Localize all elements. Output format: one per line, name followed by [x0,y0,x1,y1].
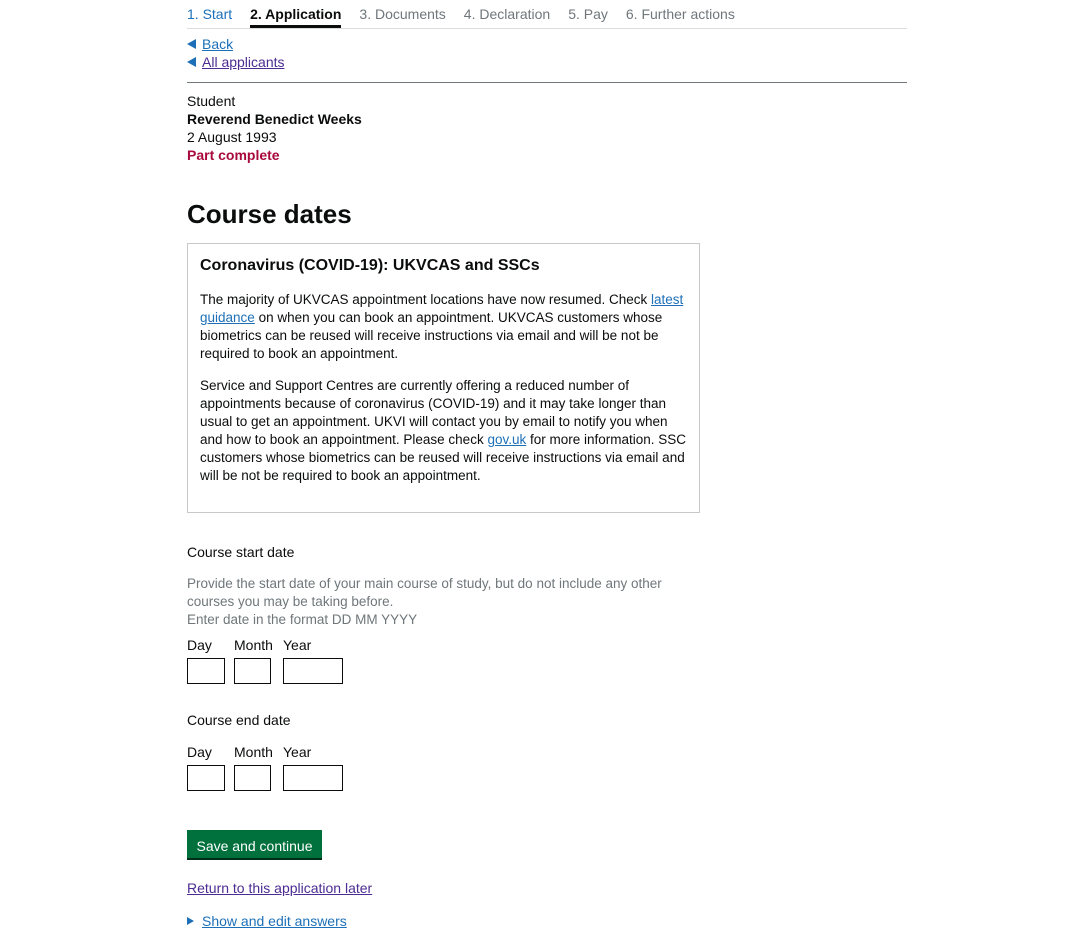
progress-steps [187,0,907,29]
step-declaration: 4. Declaration [463,6,551,22]
applicant-summary [187,92,362,164]
notice-paragraph-1 [200,291,687,363]
save-and-continue-button[interactable]: Save and continue [187,830,322,860]
step-pay: 5. Pay [568,6,608,22]
start-year-label: Year [283,637,312,653]
date-format-hint: Enter date in the format DD MM YYYY [187,612,418,627]
back-arrow-icon [187,57,196,67]
end-year-input[interactable] [283,765,343,791]
start-year-input[interactable] [283,658,343,684]
show-answers-toggle[interactable] [187,913,347,929]
notice-paragraph-2 [200,377,687,485]
course-end-date-label: Course end date [187,712,291,728]
applicant-type: Student [187,93,236,109]
all-applicants-link[interactable]: All applicants [202,54,285,70]
applicant-name: Reverend Benedict Weeks [187,111,362,127]
all-applicants-row [187,53,907,71]
end-year-label: Year [283,744,312,760]
start-day-label: Day [187,637,212,653]
notice-text: for more information. SSC customers whose biometrics can be reused will receive instructions via email and will be not be required to book an appointment. [200,432,687,483]
step-documents: 3. Documents [359,6,446,22]
end-day-label: Day [187,744,212,760]
back-links [187,35,907,71]
start-month-input[interactable] [234,658,271,684]
notice-text: The majority of UKVCAS appointment locations have now resumed. Check [200,292,651,307]
end-month-input[interactable] [234,765,271,791]
covid-notice [187,243,700,513]
step-further-actions: 6. Further actions [625,6,735,22]
start-day-input[interactable] [187,658,225,684]
back-link-row [187,35,907,53]
gov-uk-link[interactable]: gov.uk [487,432,527,447]
end-month-label: Month [234,744,273,760]
return-later-link[interactable]: Return to this application later [187,880,373,896]
course-start-date-label: Course start date [187,544,295,560]
applicant-dob: 2 August 1993 [187,129,277,145]
back-arrow-icon [187,39,196,49]
start-date-field-labels [187,637,387,655]
notice-text: on when you can book an appointment. UKVCAS customers whose biometrics can be reused will receive instructions via email and will be not be required to book an appointment. [200,310,663,361]
end-date-field-labels [187,744,387,762]
divider [187,82,907,83]
step-application: 2. Application [250,0,341,28]
page-container [187,0,907,929]
page-title: Course dates [187,199,352,229]
step-start[interactable]: 1. Start [187,6,233,22]
end-day-input[interactable] [187,765,225,791]
back-link[interactable]: Back [202,36,234,52]
start-month-label: Month [234,637,273,653]
course-start-date-hint: Provide the start date of your main course of study, but do not include any other courses you may be taking before. [187,576,662,609]
latest-guidance-link[interactable]: latest guidance [200,292,684,325]
status-badge: Part complete [187,147,280,163]
show-and-edit-answers-link[interactable]: Show and edit answers [202,913,347,929]
notice-heading: Coronavirus (COVID-19): UKVCAS and SSCs [200,257,540,274]
disclosure-triangle-icon [187,917,194,925]
notice-text: Service and Support Centres are currently offering a reduced number of appointments because of coronavirus (COVID-19) and it may take longer than usual to get an appointment. UKVI will contact you by email to notify you when and how to book an appointment. Please check [200,378,668,447]
